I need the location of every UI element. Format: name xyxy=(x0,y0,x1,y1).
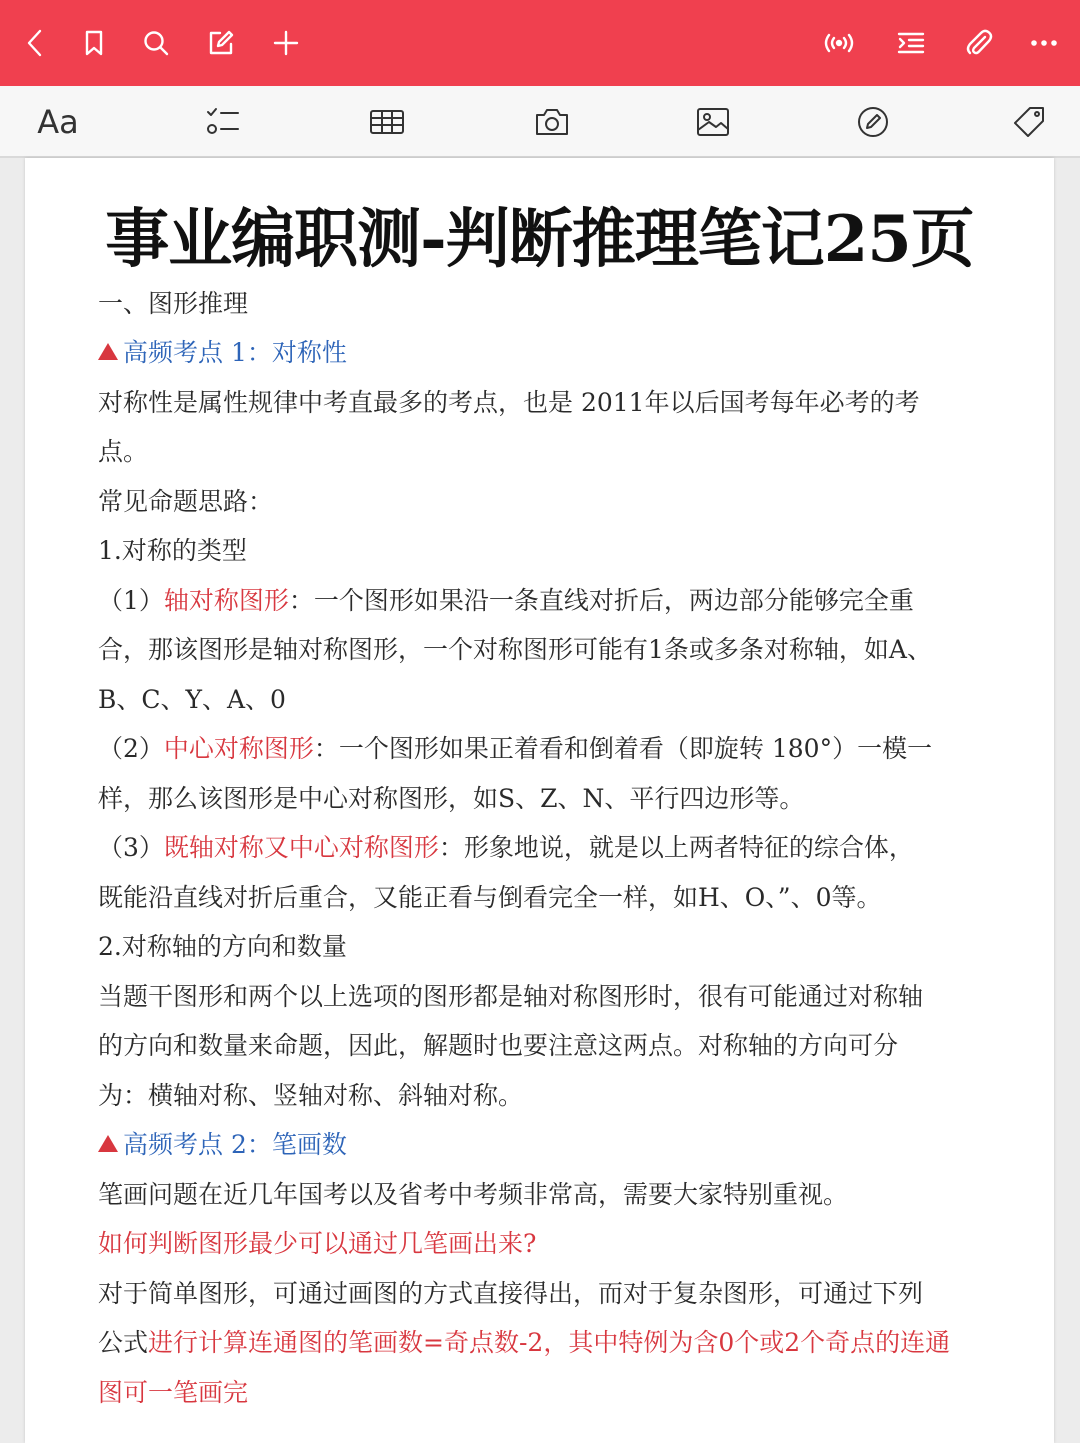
add-icon[interactable] xyxy=(264,21,308,65)
edit-icon[interactable] xyxy=(199,21,243,65)
paragraph-line: （1）轴对称图形：一个图形如果沿一条直线对折后，两边部分能够完全重 xyxy=(98,586,914,615)
paragraph-line: 对称性是属性规律中考直最多的考点，也是 2011年以后国考每年必考的考 xyxy=(98,388,920,417)
subheading: 2.对称轴的方向和数量 xyxy=(98,932,347,961)
tag-icon[interactable] xyxy=(1006,98,1052,146)
paragraph-line: 的方向和数量来命题，因此，解题时也要注意这两点。对称轴的方向可分 xyxy=(98,1031,899,1060)
paragraph-line: （2）中心对称图形：一个图形如果正着看和倒着看（即旋转 180°）一模一 xyxy=(98,734,933,763)
paragraph-line: 样，那么该图形是中心对称图形，如S、Z、N、平行四边形等。 xyxy=(98,784,805,813)
paragraph-line: 图可一笔画完 xyxy=(98,1378,249,1407)
section-heading: 一、图形推理 xyxy=(98,289,249,318)
highlight-term: 中心对称图形 xyxy=(163,734,314,763)
topic-heading-1: 高频考点 1：对称性 xyxy=(98,337,347,369)
checklist-icon[interactable] xyxy=(200,98,246,146)
question-line: 如何判断图形最少可以通过几笔画出来? xyxy=(98,1229,537,1258)
font-icon[interactable] xyxy=(34,98,82,146)
paragraph-line: （3）既轴对称又中心对称图形：形象地说，就是以上两者特征的综合体， xyxy=(98,833,914,862)
attach-icon[interactable] xyxy=(957,21,1001,65)
back-icon[interactable] xyxy=(14,21,58,65)
outline-icon[interactable] xyxy=(889,21,933,65)
paragraph-line: 当题干图形和两个以上选项的图形都是轴对称图形时，很有可能通过对称轴 xyxy=(98,982,924,1011)
highlight-term: 既轴对称又中心对称图形 xyxy=(163,833,439,862)
subheading: 1.对称的类型 xyxy=(98,536,247,565)
note-title: 事业编职测-判断推理笔记25页 xyxy=(105,202,974,277)
paragraph-line: 常见命题思路： xyxy=(98,487,274,516)
paragraph-line: 公式进行计算连通图的笔画数=奇点数-2，其中特例为含0个或2个奇点的连通 xyxy=(98,1328,951,1357)
broadcast-icon[interactable] xyxy=(817,21,861,65)
topic-heading-2: 高频考点 2：笔画数 xyxy=(98,1129,347,1161)
draw-icon[interactable] xyxy=(850,98,896,146)
paragraph-line: 为：横轴对称、竖轴对称、斜轴对称。 xyxy=(98,1081,524,1110)
bookmark-icon[interactable] xyxy=(72,21,116,65)
font-label: Aa xyxy=(37,103,79,141)
format-toolbar xyxy=(0,86,1080,158)
note-page xyxy=(25,158,1054,1443)
paragraph-line: 对于简单图形，可通过画图的方式直接得出，而对于复杂图形，可通过下列 xyxy=(98,1279,924,1308)
triangle-marker-icon xyxy=(98,1135,118,1152)
highlight-term: 轴对称图形 xyxy=(163,586,289,615)
image-icon[interactable] xyxy=(690,98,736,146)
paragraph-line: 点。 xyxy=(98,437,149,466)
more-icon[interactable] xyxy=(1022,21,1066,65)
top-app-bar xyxy=(0,0,1080,86)
triangle-marker-icon xyxy=(98,343,118,360)
paragraph-line: 既能沿直线对折后重合，又能正看与倒看完全一样，如H、O、”、0等。 xyxy=(98,883,882,912)
paragraph-line: 笔画问题在近几年国考以及省考中考频非常高，需要大家特别重视。 xyxy=(98,1180,849,1209)
camera-icon[interactable] xyxy=(529,98,575,146)
paragraph-line: 合，那该图形是轴对称图形，一个对称图形可能有1条或多条对称轴，如A、 xyxy=(98,635,932,664)
search-icon[interactable] xyxy=(134,21,178,65)
paragraph-line: B、C、Y、A、0 xyxy=(98,685,286,714)
highlight-formula: 进行计算连通图的笔画数=奇点数-2，其中特例为含0个或2个奇点的连通 xyxy=(148,1328,951,1357)
table-icon[interactable] xyxy=(364,98,410,146)
